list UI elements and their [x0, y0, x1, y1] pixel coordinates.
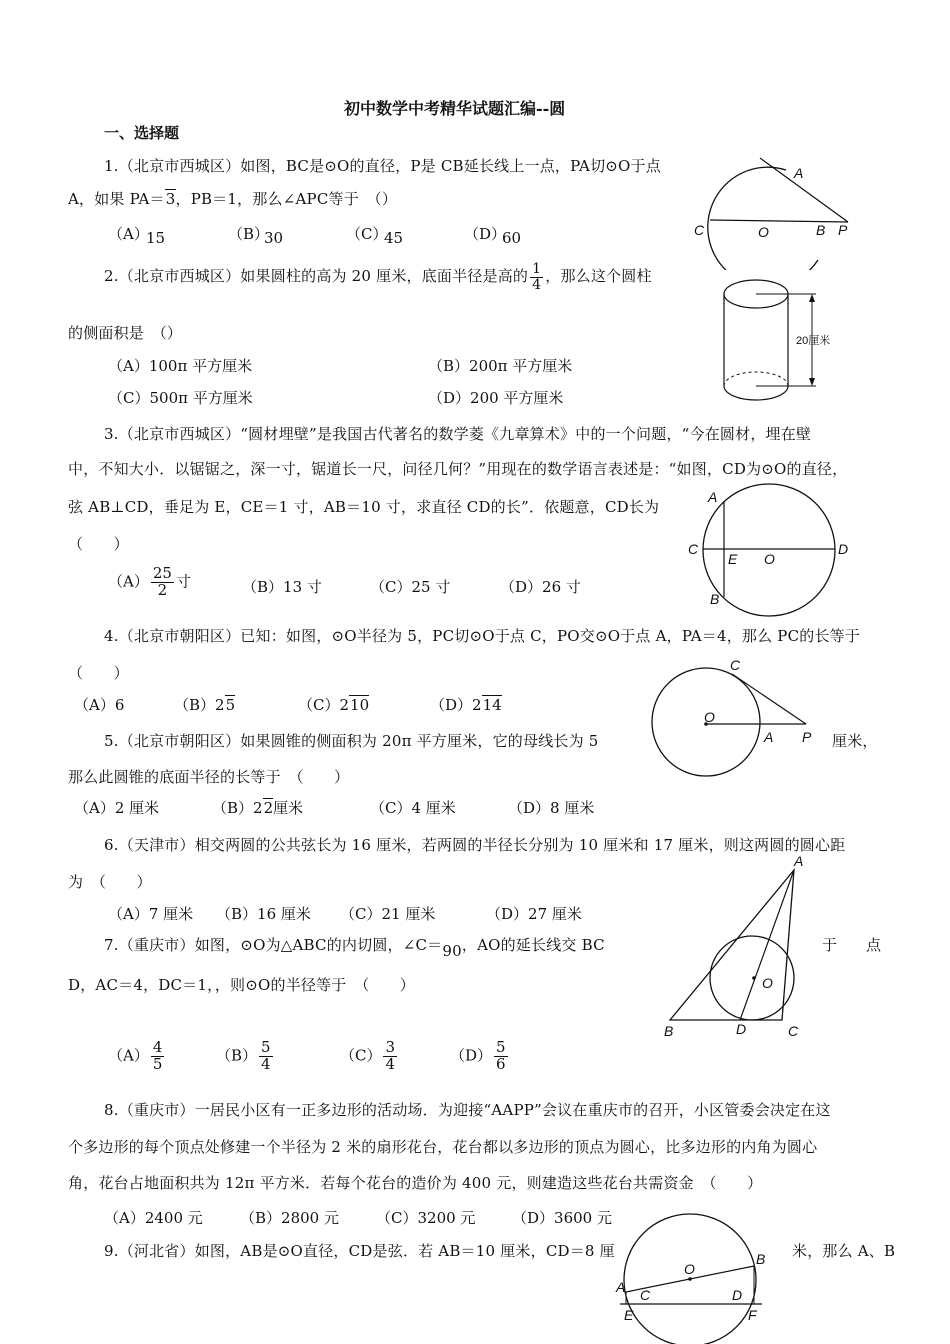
fig1-label-b: B: [816, 222, 826, 238]
question-9-line-1: 9.（河北省）如图，AB是⊙O直径，CD是弦．若 AB＝10 厘米，CD＝8 厘: [104, 1242, 615, 1260]
question-1-line-2: A，如果 PA＝3，PB＝1，那么∠APC等于 （）: [68, 190, 398, 208]
fig7-label-d: D: [736, 1021, 747, 1037]
fig7-label-o: O: [762, 975, 773, 991]
q5-option-b: （B）22厘米: [212, 799, 304, 817]
figure-7-incircle-triangle: [656, 852, 816, 1044]
question-7-line-1-end-2: 点: [866, 936, 882, 954]
fig9-label-d: D: [732, 1287, 743, 1303]
section-heading: 一、选择题: [104, 124, 180, 142]
fig9-label-b: B: [756, 1251, 766, 1267]
figure-3-circle-chord: [684, 480, 854, 618]
question-7-line-1: 7.（重庆市）如图，⊙O为△ABC的内切圆，∠C＝90，AO的延长线交 BC: [104, 936, 605, 960]
q8-option-a: （A）2400 元: [104, 1209, 203, 1227]
fig3-label-a: A: [708, 489, 718, 505]
q4-option-a: （A）6: [74, 696, 125, 714]
fig4-label-p: P: [802, 729, 812, 745]
fig1-label-c: C: [694, 222, 705, 238]
question-4-line-1: 4.（北京市朝阳区）已知：如图，⊙O半径为 5，PC切⊙O于点 C，PO交⊙O于点 A，PA＝4，那么 PC的长等于: [104, 627, 861, 645]
q1-option-c-value: 45: [384, 229, 404, 247]
fig7-label-b: B: [664, 1023, 674, 1039]
q1-option-c-label: （C）: [346, 225, 388, 243]
q6-option-a: （A）7 厘米: [108, 905, 194, 923]
q4-option-c: （C）210: [298, 696, 370, 714]
q6-option-d: （D）27 厘米: [486, 905, 582, 923]
question-7-line-2: D，AC＝4，DC＝1，，则⊙O的半径等于 （ ）: [68, 976, 415, 994]
q3-option-b: （B）13 寸: [242, 578, 322, 596]
q5-option-d: （D）8 厘米: [508, 799, 595, 817]
q6-option-b: （B）16 厘米: [216, 905, 311, 923]
question-5-line-1: 5.（北京市朝阳区）如果圆锥的侧面积为 20π 平方厘米，它的母线长为 5: [104, 732, 599, 750]
figure-1-circle-tangent: [690, 150, 860, 270]
q7-option-b: （B） $\frac{5}{4}$: [216, 1038, 271, 1073]
fig1-label-o: O: [758, 224, 769, 240]
q1-option-a-value: 15: [146, 229, 166, 247]
q1-option-b-value: 30: [264, 229, 284, 247]
fig3-label-d: D: [838, 541, 849, 557]
q7-option-c: （C） $\frac{3}{4}$: [340, 1038, 396, 1073]
q4-option-b: （B）25: [174, 696, 236, 714]
question-2-line-2: 的侧面积是 （）: [68, 324, 183, 342]
question-8-line-1: 8.（重庆市）一居民小区有一正多边形的活动场．为迎接“AAPP”会议在重庆市的召开，小区管委会决定在这: [104, 1101, 831, 1119]
fig1-label-p: P: [838, 222, 848, 238]
q8-option-d: （D）3600 元: [512, 1209, 612, 1227]
q8-option-c: （C）3200 元: [376, 1209, 476, 1227]
question-3-line-3: 弦 AB⊥CD，垂足为 E，CE＝1 寸，AB＝10 寸，求直径 CD的长”．依题意，CD长为: [68, 498, 660, 516]
figure-4-circle-tangent: [648, 656, 828, 778]
question-5-line-1-end: 厘米，: [832, 732, 878, 750]
question-3-line-1: 3.（北京市西城区）“圆材埋壁”是我国古代著名的数学菱《九章算术》中的一个问题，“今在圆材，埋在壁: [104, 425, 812, 443]
question-6-line-1: 6.（天津市）相交两圆的公共弦长为 16 厘米，若两圆的半径长分别为 10 厘米和 17 厘米，则这两圆的圆心距: [104, 836, 846, 854]
question-9-line-1-end: 米，那么 A、B: [792, 1242, 896, 1260]
q1-option-b-label: （B）: [228, 225, 270, 243]
q3-option-c: （C）25 寸: [370, 578, 451, 596]
question-8-line-2: 个多边形的每个顶点处修建一个半径为 2 米的扇形花台，花台都以多边形的顶点为圆心，比多边形的内角为圆心: [68, 1138, 818, 1156]
fig3-label-e: E: [728, 551, 738, 567]
fig2-height-label: 20厘米: [796, 335, 831, 347]
q2-option-a: （A）100π 平方厘米: [108, 357, 253, 375]
figure-2-cylinder: [716, 272, 856, 412]
fig9-label-c: C: [640, 1287, 651, 1303]
q4-option-d: （D）214: [430, 696, 502, 714]
question-1-line-1: 1.（北京市西城区）如图，BC是⊙O的直径，P是 CB延长线上一点，PA切⊙O于点: [104, 157, 661, 175]
page-title: 初中数学中考精华试题汇编--圆: [344, 99, 566, 118]
question-2-line-1: 2.（北京市西城区）如果圆柱的高为 20 厘米，底面半径是高的 $\frac{1}{4}$ ，那么这个圆柱: [104, 261, 652, 293]
question-7-line-1-end-1: 于: [822, 936, 838, 954]
fig4-label-o: O: [704, 709, 715, 725]
q3-option-a: （A） $\frac{25}{2}$ 寸: [108, 564, 191, 599]
fig3-label-c: C: [688, 541, 699, 557]
q8-option-b: （B）2800 元: [240, 1209, 339, 1227]
q2-option-c: （C）500π 平方厘米: [108, 389, 253, 407]
fig1-label-a: A: [794, 165, 804, 181]
q2-option-b: （B）200π 平方厘米: [428, 357, 573, 375]
question-8-line-3: 角，花台占地面积共为 12π 平方米．若每个花台的造价为 400 元，则建造这些花台共需资金 （ ）: [68, 1174, 763, 1192]
q2-option-d: （D）200 平方厘米: [428, 389, 564, 407]
fig9-label-o: O: [684, 1261, 695, 1277]
q7-option-a: （A） $\frac{4}{5}$: [108, 1038, 163, 1073]
fig9-label-e: E: [624, 1307, 634, 1323]
question-3-line-2: 中，不知大小．以锯锯之，深一寸，锯道长一尺，问径几何？”用现在的数学语言表述是：“如图，CD为⊙O的直径，: [68, 460, 848, 478]
fig9-label-f: F: [748, 1307, 757, 1323]
q3-option-d: （D）26 寸: [500, 578, 581, 596]
fig3-label-o: O: [764, 551, 775, 567]
question-3-line-4: （ ）: [68, 535, 129, 553]
question-4-line-2: （ ）: [68, 664, 129, 682]
fig3-label-b: B: [710, 591, 720, 607]
q1-option-d-value: 60: [502, 229, 522, 247]
q5-option-c: （C）4 厘米: [370, 799, 456, 817]
q6-option-c: （C）21 厘米: [340, 905, 436, 923]
fig7-label-c: C: [788, 1023, 799, 1039]
question-6-line-2: 为 （ ）: [68, 873, 152, 891]
fig4-label-a: A: [764, 729, 774, 745]
fig9-label-a: A: [616, 1279, 626, 1295]
fig4-label-c: C: [730, 657, 741, 673]
q1-option-a-label: （A）: [108, 225, 149, 243]
q5-option-a: （A）2 厘米: [74, 799, 160, 817]
q1-option-d-label: （D）: [464, 225, 507, 243]
fig7-label-a: A: [794, 853, 804, 869]
q7-option-d: （D） $\frac{5}{6}$: [450, 1038, 506, 1073]
question-5-line-2: 那么此圆锥的底面半径的长等于 （ ）: [68, 768, 350, 786]
figure-9-circle-diameter-chord: [612, 1210, 788, 1344]
